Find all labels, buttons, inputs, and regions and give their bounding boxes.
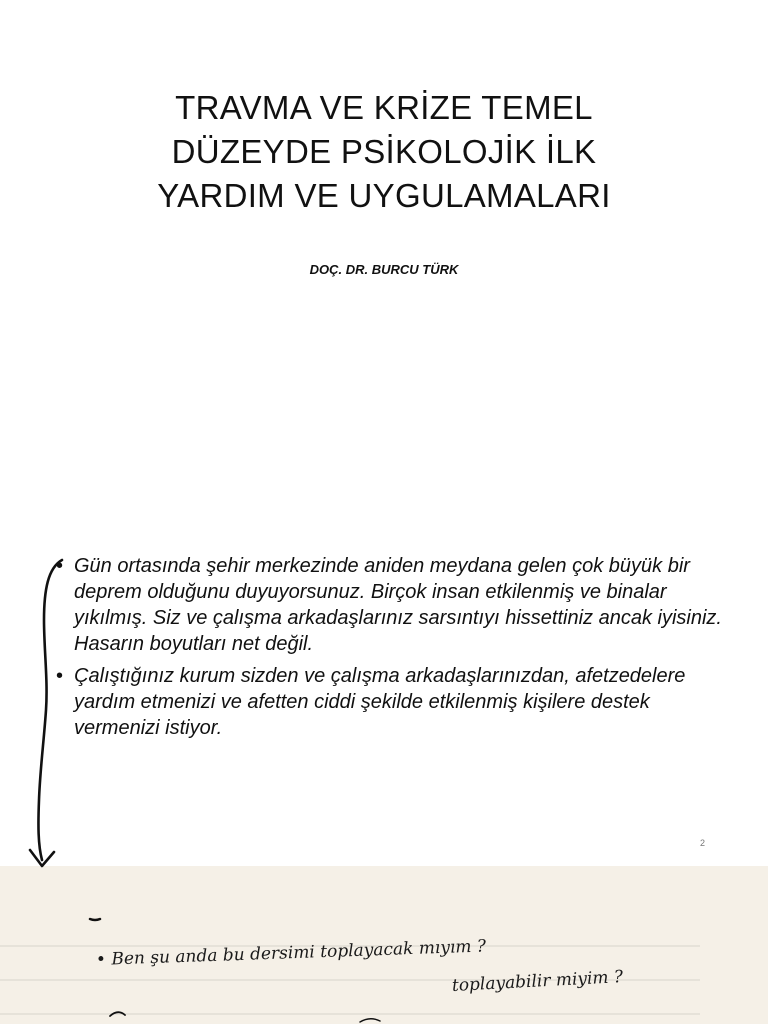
title-line-1: TRAVMA VE KRİZE TEMEL bbox=[175, 89, 593, 126]
author: DOÇ. DR. BURCU TÜRK bbox=[309, 262, 459, 277]
page-number: 2 bbox=[700, 838, 706, 848]
bullet-text: Gün ortasında şehir merkezinde aniden meydana gelen çok büyük bir deprem olduğunu duyuyorsunuz. Birçok insan etkilenmiş ve binalar yıkılmış. Siz ve çalışma arkadaşlarınız sarsıntıyı hissettiniz ancak iyisiniz. Hasarın boyutları net değil. bbox=[74, 555, 722, 655]
notebook-paper bbox=[0, 866, 768, 1024]
bullet-text: Çalıştığınız kurum sizden ve çalışma arkadaşlarınızdan, afetzedelere yardım etmenizi ve afetten ciddi şekilde etkilenmiş kişilere destek vermenizi istiyor. bbox=[74, 665, 686, 739]
bullet-item bbox=[54, 553, 724, 657]
bullet-item bbox=[54, 663, 724, 741]
bullet-marker: • bbox=[56, 555, 64, 577]
title-line-2: DÜZEYDE PSİKOLOJİK İLK bbox=[171, 133, 597, 170]
note-line-1: • Ben şu anda bu dersimi toplayacak mıyım ? bbox=[95, 936, 487, 970]
note-line-2: toplayabilir miyim ? bbox=[451, 967, 624, 996]
bullet-list bbox=[54, 553, 724, 747]
bullet-marker: • bbox=[56, 665, 64, 687]
title-line-3: YARDIM VE UYGULAMALARI bbox=[157, 177, 611, 214]
slide-title bbox=[84, 86, 684, 218]
